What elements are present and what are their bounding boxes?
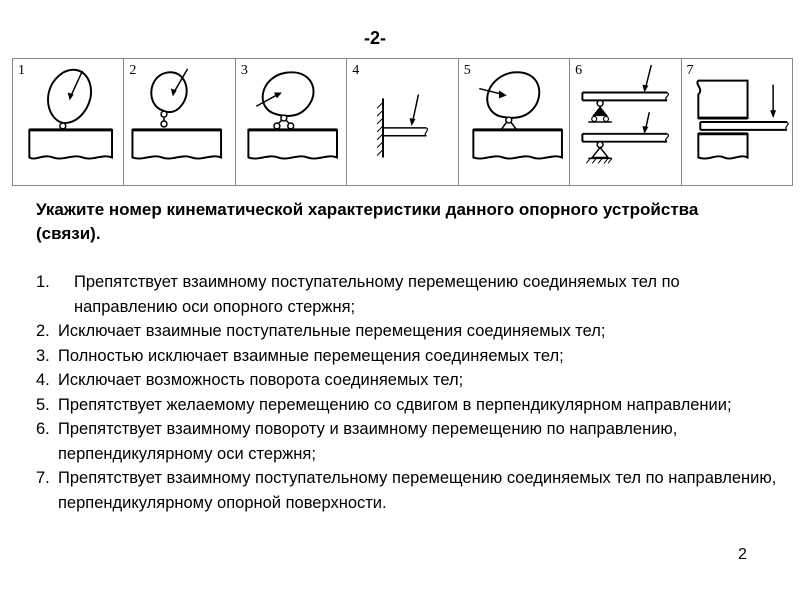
option-text: Препятствует взаимному поступательному перемещению соединяемых тел по направлению, перпендикулярному опорной поверхности.	[58, 469, 777, 512]
answer-option-3[interactable]	[36, 344, 786, 369]
figure-number: 3	[240, 63, 248, 78]
figure-cell-3[interactable]	[236, 59, 347, 185]
option-number: 3.	[36, 346, 50, 365]
figure-cell-5[interactable]	[459, 59, 570, 185]
hinged-body-diagram	[13, 59, 123, 185]
answer-option-6[interactable]	[36, 417, 786, 466]
figure-cell-7[interactable]	[682, 59, 792, 185]
figure-cell-2[interactable]	[124, 59, 235, 185]
answer-option-5[interactable]	[36, 393, 786, 418]
option-text: Исключает взаимные поступательные перемещения соединяемых тел;	[58, 322, 606, 340]
option-number: 5.	[36, 395, 50, 414]
option-text: Исключает возможность поворота соединяемых тел;	[58, 371, 464, 389]
option-text: Препятствует желаемому перемещению со сдвигом в перпендикулярном направлении;	[58, 395, 732, 414]
figure-number: 4	[352, 63, 360, 78]
figure-number: 2	[129, 63, 137, 78]
fixed-clamp-diagram	[347, 59, 457, 185]
beam-supports-diagram	[570, 59, 680, 185]
option-text: Препятствует взаимному повороту и взаимному перемещению по направлению, перпендикулярному оси стержня;	[58, 420, 678, 463]
option-number: 4.	[36, 371, 50, 389]
figure-number: 6	[575, 63, 583, 78]
option-number: 1.	[36, 273, 50, 291]
hinged-fixed-diagram	[459, 59, 569, 185]
double-rod-diagram	[236, 59, 346, 185]
support-figures-strip	[12, 58, 793, 186]
sliding-guide-diagram	[682, 59, 792, 185]
figure-number: 1	[18, 63, 25, 78]
figure-cell-1[interactable]	[13, 59, 124, 185]
page-title: -2-	[364, 28, 386, 48]
answer-option-2[interactable]	[36, 319, 786, 344]
figure-number: 5	[463, 63, 471, 78]
slide-number: 2	[738, 546, 747, 563]
question-text: Укажите номер кинематической характеристики данного опорного устройства (связи).	[36, 200, 699, 243]
answer-option-4[interactable]	[36, 368, 786, 393]
option-number: 2.	[36, 322, 50, 340]
answer-options-list	[36, 270, 786, 515]
figure-number: 7	[686, 63, 694, 78]
option-number: 7.	[36, 469, 50, 487]
answer-option-7[interactable]	[36, 466, 786, 515]
option-text: Препятствует взаимному поступательному перемещению соединяемых тел по направлению оси опорного стержня;	[74, 273, 680, 316]
answer-option-1[interactable]	[36, 270, 786, 319]
option-number: 6.	[36, 420, 50, 438]
pendulum-rod-diagram	[124, 59, 234, 185]
figure-cell-4[interactable]	[347, 59, 458, 185]
option-text: Полностью исключает взаимные перемещения соединяемых тел;	[58, 346, 564, 365]
figure-cell-6[interactable]	[570, 59, 681, 185]
